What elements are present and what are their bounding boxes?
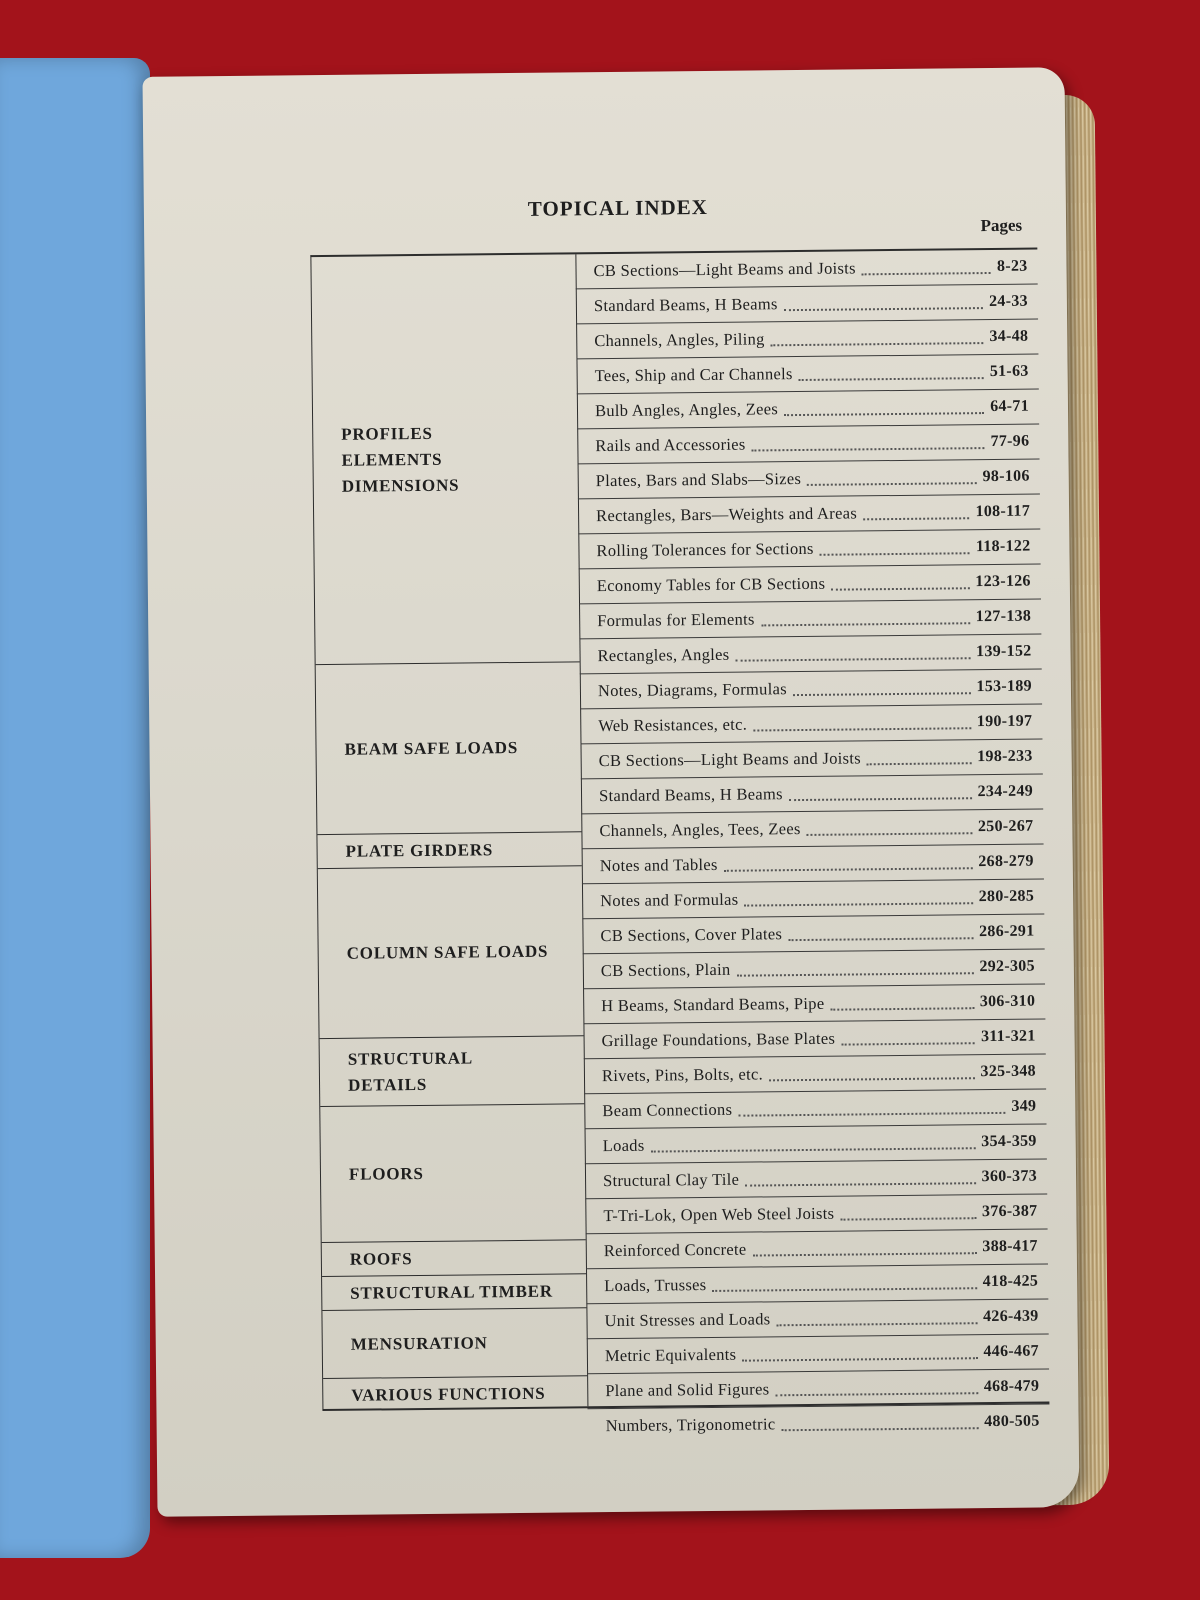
blue-cover bbox=[0, 58, 150, 1558]
index-category bbox=[322, 1308, 587, 1379]
index-topic: Channels, Angles, Tees, Zees bbox=[599, 819, 801, 841]
index-row bbox=[583, 984, 1045, 1024]
index-pages: 376-387 bbox=[981, 1202, 1038, 1221]
index-row bbox=[583, 949, 1045, 989]
index-row bbox=[580, 739, 1042, 779]
dot-leader bbox=[807, 481, 976, 486]
index-topic: Formulas for Elements bbox=[597, 609, 755, 631]
dot-leader bbox=[769, 1076, 975, 1081]
index-topic: T-Tri-Lok, Open Web Steel Joists bbox=[603, 1203, 835, 1226]
category-label: VARIOUS FUNCTIONS bbox=[351, 1383, 546, 1405]
index-pages: 34-48 bbox=[989, 327, 1029, 346]
index-pages: 306-310 bbox=[979, 992, 1036, 1011]
index-row bbox=[580, 669, 1042, 709]
index-pages: 153-189 bbox=[976, 677, 1033, 696]
index-pages: 123-126 bbox=[975, 572, 1031, 591]
index-category bbox=[317, 832, 581, 869]
index-row bbox=[578, 459, 1040, 499]
index-topic: CB Sections—Light Beams and Joists bbox=[593, 258, 856, 281]
index-row bbox=[581, 774, 1043, 814]
index-pages: 468-479 bbox=[983, 1377, 1040, 1396]
dot-leader bbox=[775, 1391, 977, 1396]
dot-leader bbox=[744, 901, 972, 906]
index-category bbox=[322, 1274, 586, 1311]
index-topic: Rivets, Pins, Bolts, etc. bbox=[601, 1064, 764, 1086]
index-row bbox=[582, 844, 1044, 884]
index-topic: Web Resistances, etc. bbox=[598, 714, 748, 736]
index-topic: CB Sections, Cover Plates bbox=[600, 924, 783, 946]
category-label: COLUMN SAFE LOADS bbox=[346, 941, 549, 963]
index-row bbox=[579, 564, 1041, 604]
category-label: BEAM SAFE LOADS bbox=[344, 737, 519, 759]
index-pages: 139-152 bbox=[976, 642, 1032, 661]
pages-column-heading: Pages bbox=[980, 215, 1023, 236]
index-pages: 426-439 bbox=[982, 1307, 1039, 1326]
category-label: PROFILES ELEMENTS DIMENSIONS bbox=[341, 423, 460, 496]
index-pages: 354-359 bbox=[981, 1132, 1037, 1151]
index-pages: 98-106 bbox=[982, 467, 1030, 486]
index-topic: Plates, Bars and Slabs—Sizes bbox=[595, 468, 802, 491]
dot-leader bbox=[752, 446, 985, 451]
index-row bbox=[586, 1264, 1048, 1304]
dot-leader bbox=[863, 516, 970, 520]
dot-leader bbox=[737, 971, 974, 976]
dot-leader bbox=[820, 551, 970, 556]
index-row bbox=[586, 1229, 1048, 1269]
index-topic: Bulb Angles, Angles, Zees bbox=[594, 399, 779, 421]
index-topic: Notes, Diagrams, Formulas bbox=[597, 679, 788, 701]
index-topic: Metric Equivalents bbox=[604, 1344, 737, 1366]
index-row bbox=[585, 1159, 1047, 1199]
index-pages: 360-373 bbox=[981, 1167, 1038, 1186]
index-pages: 198-233 bbox=[977, 747, 1033, 766]
index-topic: Economy Tables for CB Sections bbox=[596, 573, 826, 596]
dot-leader bbox=[713, 1286, 977, 1292]
index-pages: 108-117 bbox=[975, 502, 1031, 521]
category-column bbox=[311, 254, 588, 1409]
index-topic: Loads bbox=[602, 1135, 645, 1156]
index-topic: Reinforced Concrete bbox=[603, 1239, 747, 1261]
dot-leader bbox=[745, 1181, 975, 1186]
index-row bbox=[587, 1404, 1049, 1443]
index-topic: CB Sections, Plain bbox=[600, 959, 731, 981]
index-pages: 118-122 bbox=[975, 537, 1031, 556]
dot-leader bbox=[788, 936, 973, 941]
index-topic: Notes and Formulas bbox=[600, 889, 739, 911]
dot-leader bbox=[738, 1110, 1005, 1116]
dot-leader bbox=[793, 691, 971, 696]
index-pages: 418-425 bbox=[982, 1272, 1039, 1291]
dot-leader bbox=[651, 1146, 976, 1152]
index-pages: 286-291 bbox=[978, 922, 1035, 941]
topical-index-table bbox=[310, 248, 1049, 1436]
index-row bbox=[578, 494, 1040, 534]
dot-leader bbox=[724, 866, 973, 872]
index-category bbox=[323, 1376, 587, 1413]
index-topic: Numbers, Trigonometric bbox=[605, 1414, 776, 1436]
dot-leader bbox=[799, 376, 984, 381]
category-label: FLOORS bbox=[348, 1163, 424, 1184]
index-row bbox=[587, 1369, 1049, 1409]
index-row bbox=[581, 809, 1043, 849]
dot-leader bbox=[830, 1006, 973, 1011]
dot-leader bbox=[840, 1216, 976, 1220]
category-label: STRUCTURAL DETAILS bbox=[347, 1047, 474, 1095]
index-pages: 64-71 bbox=[990, 397, 1030, 416]
index-topic: Rectangles, Bars—Weights and Areas bbox=[596, 503, 858, 526]
index-pages: 51-63 bbox=[989, 362, 1029, 381]
index-pages: 190-197 bbox=[976, 712, 1033, 731]
dot-leader bbox=[831, 586, 969, 590]
index-topic: Standard Beams, H Beams bbox=[593, 294, 778, 316]
index-category bbox=[316, 662, 582, 835]
index-topic: Standard Beams, H Beams bbox=[598, 784, 783, 806]
index-category bbox=[320, 1104, 585, 1243]
dot-leader bbox=[784, 306, 983, 311]
index-row bbox=[578, 529, 1040, 569]
dot-leader bbox=[784, 411, 984, 416]
index-row bbox=[576, 285, 1038, 325]
index-pages: 446-467 bbox=[983, 1342, 1039, 1361]
index-pages: 480-505 bbox=[984, 1412, 1040, 1431]
index-pages: 250-267 bbox=[977, 817, 1034, 836]
index-pages: 325-348 bbox=[980, 1062, 1037, 1081]
index-row bbox=[576, 354, 1038, 394]
index-topic: Loads, Trusses bbox=[604, 1275, 707, 1296]
dot-leader bbox=[789, 796, 972, 801]
index-row bbox=[587, 1334, 1049, 1374]
book-page bbox=[142, 67, 1079, 1517]
index-pages: 388-417 bbox=[982, 1237, 1038, 1256]
index-topic: Rolling Tolerances for Sections bbox=[596, 538, 814, 561]
dot-leader bbox=[742, 1356, 977, 1361]
category-label: STRUCTURAL TIMBER bbox=[350, 1281, 554, 1303]
dot-leader bbox=[781, 1426, 978, 1431]
dot-leader bbox=[761, 621, 970, 626]
index-row bbox=[579, 599, 1041, 639]
page-title: TOPICAL INDEX bbox=[527, 194, 709, 221]
index-topic: Rails and Accessories bbox=[595, 434, 746, 456]
dot-leader bbox=[771, 341, 984, 346]
index-row bbox=[582, 914, 1044, 954]
index-topic: Structural Clay Tile bbox=[602, 1169, 740, 1191]
index-row bbox=[583, 1019, 1045, 1059]
entries-column bbox=[575, 250, 1049, 1444]
index-pages: 234-249 bbox=[977, 782, 1034, 801]
index-pages: 311-321 bbox=[980, 1027, 1036, 1046]
index-row bbox=[579, 634, 1041, 674]
index-topic: Grillage Foundations, Base Plates bbox=[601, 1028, 836, 1051]
index-pages: 77-96 bbox=[990, 432, 1030, 451]
dot-leader bbox=[753, 726, 971, 731]
index-pages: 268-279 bbox=[978, 852, 1034, 871]
index-topic: Notes and Tables bbox=[599, 854, 718, 876]
index-row bbox=[585, 1194, 1047, 1234]
index-topic: CB Sections—Light Beams and Joists bbox=[598, 748, 862, 771]
index-pages: 24-33 bbox=[988, 292, 1028, 311]
index-row bbox=[585, 1124, 1047, 1164]
index-row bbox=[575, 250, 1037, 290]
index-category bbox=[318, 866, 584, 1039]
index-topic: Rectangles, Angles bbox=[597, 644, 730, 666]
index-pages: 127-138 bbox=[975, 607, 1032, 626]
index-pages: 292-305 bbox=[979, 957, 1035, 976]
index-topic: Beam Connections bbox=[602, 1099, 733, 1121]
index-topic: Tees, Ship and Car Channels bbox=[594, 364, 793, 386]
category-label: ROOFS bbox=[349, 1248, 413, 1269]
index-row bbox=[576, 320, 1038, 360]
index-topic: Plane and Solid Figures bbox=[605, 1379, 770, 1401]
index-topic: H Beams, Standard Beams, Pipe bbox=[601, 993, 825, 1016]
index-category bbox=[322, 1240, 586, 1277]
index-row bbox=[586, 1299, 1048, 1339]
index-row bbox=[577, 389, 1039, 429]
category-label: MENSURATION bbox=[350, 1332, 488, 1354]
index-pages: 280-285 bbox=[978, 887, 1035, 906]
dot-leader bbox=[735, 656, 970, 661]
index-category bbox=[320, 1036, 585, 1107]
dot-leader bbox=[862, 270, 991, 274]
index-topic: Channels, Angles, Piling bbox=[594, 329, 765, 351]
dot-leader bbox=[776, 1321, 977, 1326]
index-row bbox=[584, 1089, 1046, 1129]
index-row bbox=[580, 704, 1042, 744]
dot-leader bbox=[753, 1251, 977, 1256]
category-label: PLATE GIRDERS bbox=[345, 839, 494, 861]
index-pages: 349 bbox=[1011, 1097, 1037, 1115]
dot-leader bbox=[807, 831, 972, 836]
dot-leader bbox=[867, 761, 971, 765]
index-row bbox=[584, 1054, 1046, 1094]
index-category bbox=[311, 254, 579, 665]
dot-leader bbox=[841, 1041, 975, 1045]
index-row bbox=[577, 424, 1039, 464]
index-topic: Unit Stresses and Loads bbox=[604, 1309, 771, 1331]
index-pages: 8-23 bbox=[996, 257, 1028, 275]
index-row bbox=[582, 879, 1044, 919]
